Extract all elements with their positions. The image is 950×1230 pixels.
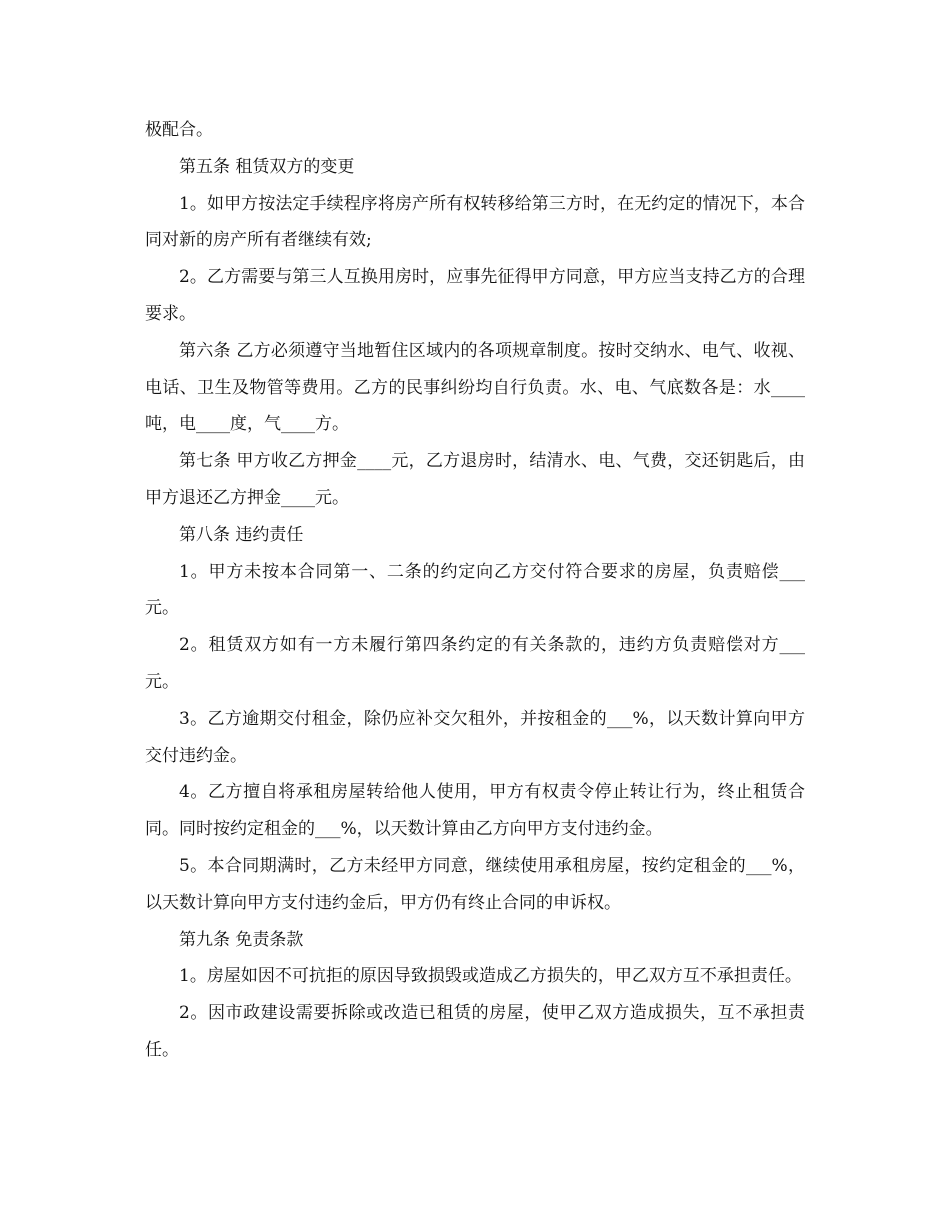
article-5-clause-2: 2。乙方需要与第三人互换用房时，应事先征得甲方同意，甲方应当支持乙方的合理要求。 [145,267,805,324]
article-5-heading: 第五条 租赁双方的变更 [179,156,355,177]
document-body [145,112,805,1069]
article-8-heading: 第八条 违约责任 [179,524,304,545]
article-6: 第六条 乙方必须遵守当地暂住区域内的各项规章制度。按时交纳水、电气、收视、电话、卫生及物管等费用。乙方的民事纠纷均自行负责。水、电、气底数各是：水____吨，电____度，气____方。 [145,340,805,435]
article-9-clause-2: 2。因市政建设需要拆除或改造已租赁的房屋，使甲乙双方造成损失，互不承担责任。 [145,1003,805,1060]
article-9-clause-1: 1。房屋如因不可抗拒的原因导致损毁或造成乙方损失的，甲乙双方互不承担责任。 [179,966,802,987]
article-8-clause-4: 4。乙方擅自将承租房屋转给他人使用，甲方有权责令停止转让行为，终止租赁合同。同时按约定租金的___%，以天数计算由乙方向甲方支付违约金。 [145,782,805,840]
article-9-heading: 第九条 免责条款 [179,929,304,950]
article-8-clause-1: 1。甲方未按本合同第一、二条的约定向乙方交付符合要求的房屋，负责赔偿___元。 [145,561,805,619]
article-8-clause-2: 2。租赁双方如有一方未履行第四条约定的有关条款的，违约方负责赔偿对方___元。 [145,635,805,692]
article-7: 第七条 甲方收乙方押金____元，乙方退房时，结清水、电、气费，交还钥匙后，由甲方退还乙方押金____元。 [145,451,805,508]
paragraph-continuation: 极配合。 [145,120,213,140]
article-8-clause-5: 5。本合同期满时，乙方未经甲方同意，继续使用承租房屋，按约定租金的___%，以天数计算向甲方支付违约金后，甲方仍有终止合同的申诉权。 [145,855,805,913]
article-8-clause-3: 3。乙方逾期交付租金，除仍应补交欠租外，并按租金的___%，以天数计算向甲方交付违约金。 [145,708,805,766]
article-5-clause-1: 1。如甲方按法定手续程序将房产所有权转移给第三方时，在无约定的情况下，本合同对新的房产所有者继续有效; [145,193,805,251]
